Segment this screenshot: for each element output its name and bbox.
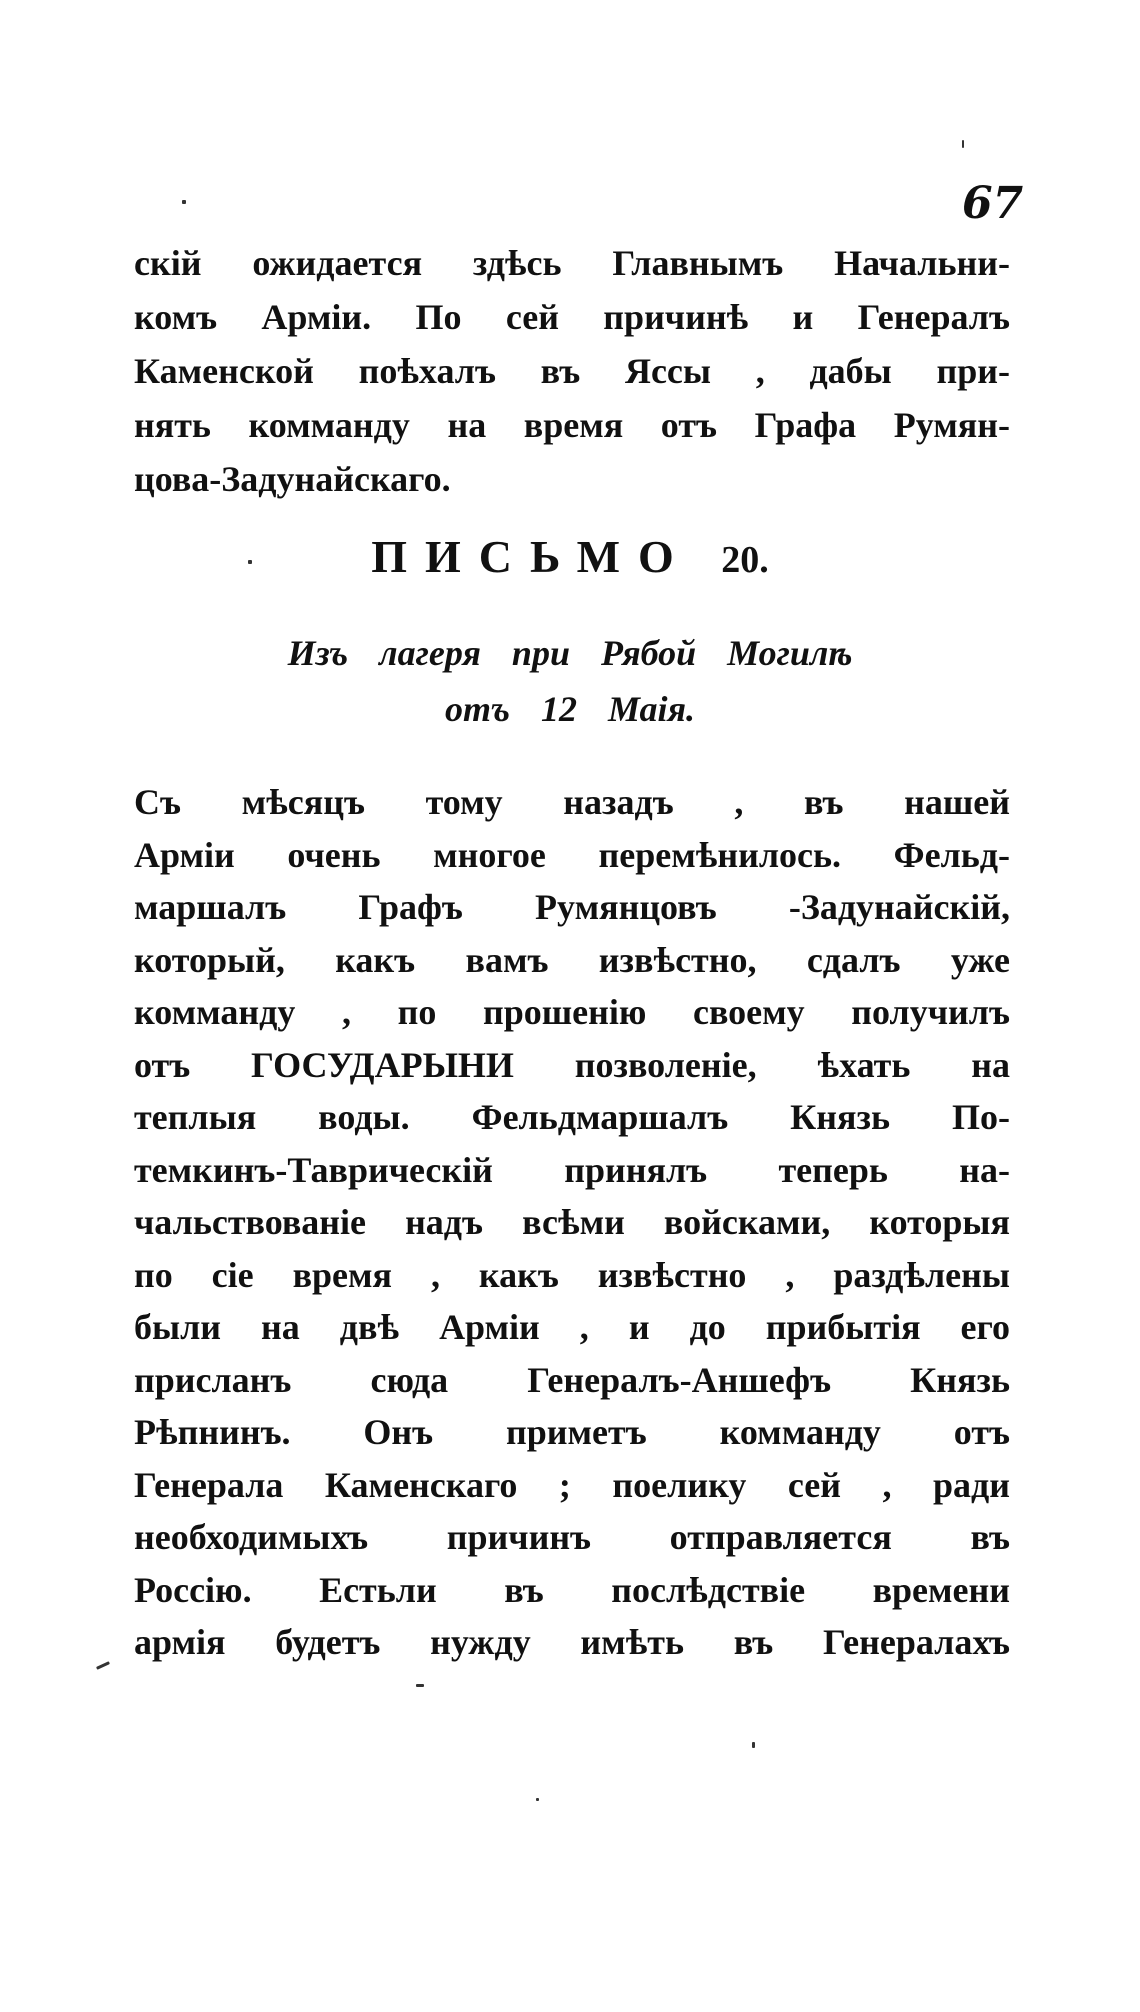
scan-speck: [962, 140, 964, 148]
text-line: Генерала Каменскаго ; поелику сей , ради: [134, 1464, 1010, 1505]
text-line: отъ ГОСУДАРЫНИ позволеніе, ѣхать на: [134, 1044, 1010, 1085]
text-line: теплыя воды. Фельдмаршалъ Князь По-: [134, 1097, 1010, 1137]
text-line: темкинъ-Таврическій принялъ теперь на-: [134, 1149, 1010, 1190]
letter-heading: [0, 530, 1140, 583]
text-line: маршалъ Графъ Румянцовъ -Задунайскій,: [134, 887, 1010, 927]
text-line: который, какъ вамъ извѣстно, сдалъ уже: [134, 939, 1010, 980]
scan-speck: [536, 1798, 539, 1801]
dateline-date: отъ 12 Маія.: [444, 689, 695, 729]
text-line: Россію. Естьли въ послѣдствіе времени: [134, 1569, 1010, 1610]
text-line: армія будетъ нужду имѣть въ Генералахъ: [134, 1622, 1010, 1662]
text-line: чальствованіе надъ всѣми войсками, которыя: [134, 1202, 1010, 1242]
text-line: были на двѣ Арміи , и до прибытія его: [134, 1307, 1010, 1347]
letter-heading-word: ПИСЬМО: [371, 531, 692, 582]
text-line: скій ожидается здѣсь Главнымъ Начальни-: [134, 243, 1010, 283]
text-line: присланъ сюда Генералъ-Аншефъ Князь: [134, 1359, 1010, 1400]
text-line: Съ мѣсяцъ тому назадъ , въ нашей: [134, 782, 1010, 822]
dateline-place: Изъ лагеря при Рябой Могилѣ: [287, 633, 853, 673]
text-line: цова-Задунайскаго.: [134, 459, 451, 499]
scan-speck: [248, 560, 252, 564]
scan-speck: [96, 1661, 110, 1670]
scan-speck: [182, 200, 186, 204]
text-line: Арміи очень многое перемѣнилось. Фельд-: [134, 834, 1010, 875]
text-line: Рѣпнинъ. Онъ приметъ комманду отъ: [134, 1412, 1010, 1452]
scan-speck: [416, 1684, 424, 1687]
text-line: необходимыхъ причинъ отправляется въ: [134, 1517, 1010, 1557]
text-line: комъ Арміи. По сей причинѣ и Генералъ: [134, 297, 1010, 337]
text-line: нять комманду на время отъ Графа Румян-: [134, 405, 1010, 445]
text-line: Каменской поѣхалъ въ Яссы , дабы при-: [134, 351, 1010, 391]
letter-body: [134, 776, 1010, 1669]
text-line: по сіе время , какъ извѣстно , раздѣлены: [134, 1254, 1010, 1295]
text-line: комманду , по прошенію своему получилъ: [134, 992, 1010, 1032]
continuation-paragraph: [134, 236, 1010, 506]
page-number: 67: [962, 178, 1024, 229]
letter-heading-number: 20.: [721, 539, 769, 581]
scan-speck: [752, 1742, 755, 1748]
